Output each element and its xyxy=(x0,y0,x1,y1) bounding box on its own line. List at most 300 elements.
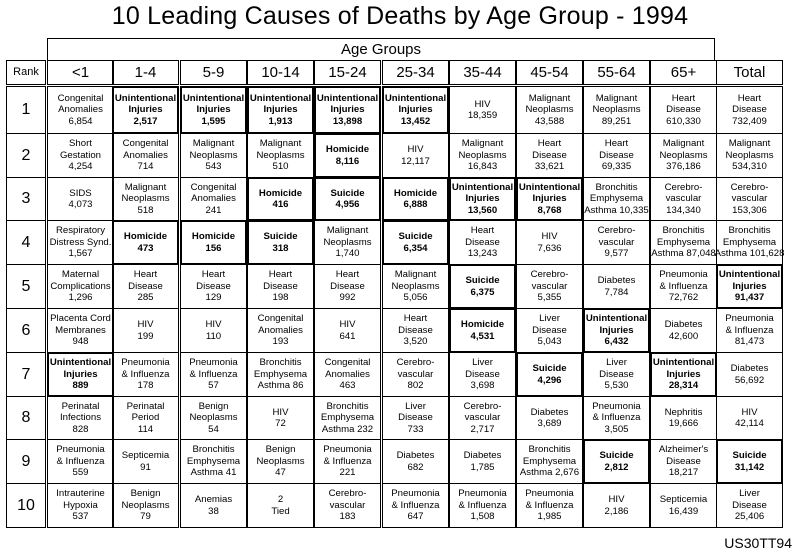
cell-line: Unintentional xyxy=(718,269,781,281)
rank-cell: 10 xyxy=(6,483,46,528)
table-cell xyxy=(112,133,179,178)
cell-line: Pneumonia xyxy=(121,357,170,369)
table-cell xyxy=(247,133,314,178)
cell-line: Pneumonia xyxy=(592,400,641,412)
cell-line: 534,310 xyxy=(732,161,767,173)
cell-line: Liver xyxy=(606,357,627,369)
cell-line: vascular xyxy=(665,193,702,205)
column-header: <1 xyxy=(47,60,114,85)
cell-line: Intrauterine xyxy=(56,488,105,500)
cell-line: 54 xyxy=(208,423,219,435)
cell-line: Bronchitis xyxy=(662,225,705,237)
table-cell xyxy=(583,396,650,440)
cell-line: Suicide xyxy=(532,363,567,374)
rank-header: Rank xyxy=(6,60,46,85)
cell-line: Malignant xyxy=(461,138,504,150)
cell-line: 992 xyxy=(339,292,356,304)
cell-line: 16,439 xyxy=(668,505,699,517)
cell-line: Unintentional xyxy=(518,181,581,193)
column-header: 45-54 xyxy=(516,60,583,85)
cell-line: HIV xyxy=(407,144,424,155)
table-cell xyxy=(583,177,650,221)
table-cell xyxy=(583,133,650,178)
table-cell xyxy=(314,220,381,265)
table-cell xyxy=(516,439,583,484)
cell-line: Disease xyxy=(732,104,767,116)
cell-line: Suicide xyxy=(263,231,298,242)
cell-line: Liver xyxy=(539,313,560,325)
cell-line: 376,186 xyxy=(666,161,701,173)
cell-line: 153,306 xyxy=(732,204,767,216)
cell-line: Suicide xyxy=(398,231,433,242)
table-cell xyxy=(314,308,381,353)
cell-line: 3,698 xyxy=(470,380,495,392)
cell-line: 518 xyxy=(137,204,154,216)
cell-line: Heart xyxy=(470,225,495,237)
cell-line: 510 xyxy=(272,161,289,173)
cell-line: Unintentional xyxy=(249,92,312,104)
table-cell xyxy=(247,177,314,221)
cell-line: Cerebro- xyxy=(664,181,703,193)
cell-line: 2 xyxy=(277,494,284,505)
table-cell xyxy=(382,177,449,221)
column-header: 35-44 xyxy=(449,60,516,85)
cell-line: Homicide xyxy=(258,187,303,199)
cell-line: 1,740 xyxy=(335,248,360,260)
column-header: 5-9 xyxy=(180,60,247,85)
cell-line: Unintentional xyxy=(585,313,648,325)
rank-cell: 3 xyxy=(6,177,46,221)
column-header: 65+ xyxy=(650,60,717,85)
cell-line: Complications xyxy=(50,280,111,292)
cell-line: 6,432 xyxy=(604,336,629,348)
cell-line: Benign xyxy=(130,488,161,500)
cell-line: & Influenza xyxy=(659,280,708,292)
cell-line: 559 xyxy=(72,467,89,479)
cell-line: 178 xyxy=(137,380,154,392)
cell-line: & Influenza xyxy=(323,455,372,467)
cell-line: 19,666 xyxy=(668,418,699,429)
cell-line: Disease xyxy=(532,324,567,336)
table-cell xyxy=(47,86,114,134)
cell-line: 948 xyxy=(72,336,89,348)
table-cell xyxy=(449,308,516,353)
cell-line: Disease xyxy=(599,149,634,161)
table-cell xyxy=(382,439,449,484)
cell-line: Alzheimer's xyxy=(658,444,709,456)
table-cell xyxy=(314,439,381,484)
cell-line: Diabetes xyxy=(730,363,769,374)
cell-line: 129 xyxy=(205,292,222,304)
cell-line: Anomalies xyxy=(258,324,303,336)
cell-line: Cerebro- xyxy=(463,400,502,412)
page-title: 10 Leading Causes of Deaths by Age Group - 1994 xyxy=(111,2,689,30)
column-header: Total xyxy=(716,60,783,85)
cell-line: 3,689 xyxy=(537,418,562,429)
cell-line: Unintentional xyxy=(49,357,112,369)
cell-line: Asthma 232 xyxy=(321,423,374,435)
rank-cell: 2 xyxy=(6,133,46,178)
table-cell xyxy=(382,352,449,397)
cell-line: 1,595 xyxy=(201,115,226,127)
cell-line: Anomalies xyxy=(191,193,236,205)
cell-line: Disease xyxy=(398,324,433,336)
table-cell xyxy=(180,133,247,178)
cell-line: 13,898 xyxy=(332,115,363,127)
cell-line: SIDS xyxy=(69,187,92,199)
cell-line: Benign xyxy=(198,400,229,412)
cell-line: Injuries xyxy=(196,104,231,116)
cell-line: & Influenza xyxy=(725,324,774,336)
cell-line: Homicide xyxy=(460,319,505,330)
cell-line: Asthma 86 xyxy=(257,380,304,392)
cell-line: Suicide xyxy=(732,450,767,461)
cell-line: Emphysema xyxy=(589,193,644,205)
cell-line: Homicide xyxy=(393,187,438,199)
cell-line: 889 xyxy=(72,380,89,392)
cell-line: Suicide xyxy=(330,187,365,199)
cell-line: Cerebro- xyxy=(328,488,367,500)
cell-line: Liver xyxy=(472,357,493,369)
cell-line: Liver xyxy=(739,488,760,500)
cell-line: 91 xyxy=(140,461,151,473)
cell-line: Injuries xyxy=(330,104,365,116)
cell-line: Diabetes xyxy=(396,450,435,461)
table-cell xyxy=(449,483,516,528)
cell-line: Cerebro- xyxy=(597,225,636,237)
table-cell xyxy=(314,177,381,221)
table-cell xyxy=(716,133,783,178)
cell-line: & Influenza xyxy=(121,368,170,380)
age-groups-header: Age Groups xyxy=(47,38,715,60)
cell-line: 110 xyxy=(205,330,222,342)
cell-line: 416 xyxy=(272,199,289,210)
table-cell xyxy=(314,264,381,309)
rank-cell: 5 xyxy=(6,264,46,309)
cell-line: Injuries xyxy=(63,368,98,380)
cell-line: Pneumonia xyxy=(659,269,708,281)
table-cell xyxy=(112,439,179,484)
cell-line: vascular xyxy=(397,368,434,380)
cell-line: 57 xyxy=(208,380,219,392)
table-cell xyxy=(382,308,449,353)
table-cell xyxy=(449,396,516,440)
cell-line: Unintentional xyxy=(384,92,447,104)
cell-line: Diabetes xyxy=(597,275,636,286)
table-cell xyxy=(516,86,583,134)
table-cell xyxy=(516,396,583,440)
cell-line: 31,142 xyxy=(734,461,765,473)
cell-line: Anemias xyxy=(194,494,233,505)
table-cell xyxy=(716,177,783,221)
cell-line: Bronchitis xyxy=(192,444,235,456)
cell-line: Pneumonia xyxy=(323,444,372,456)
column-header: 10-14 xyxy=(247,60,314,85)
cell-line: Disease xyxy=(465,368,500,380)
cell-line: Neoplasms xyxy=(256,455,305,467)
cell-line: Asthma 41 xyxy=(190,467,237,479)
cell-line: Injuries xyxy=(666,368,701,380)
cell-line: Bronchitis xyxy=(528,444,571,456)
cell-line: Neoplasms xyxy=(121,499,170,511)
cell-line: Asthma 2,676 xyxy=(519,467,580,479)
cell-line: 3,520 xyxy=(403,336,428,348)
cell-line: 183 xyxy=(339,511,356,523)
cell-line: Disease xyxy=(465,236,500,248)
table-cell xyxy=(247,352,314,397)
table-cell xyxy=(180,439,247,484)
cell-line: 12,117 xyxy=(401,155,430,167)
cell-line: Gestation xyxy=(59,149,102,161)
cell-line: 5,530 xyxy=(604,380,629,392)
cell-line: 91,437 xyxy=(734,292,765,304)
cell-line: 25,406 xyxy=(734,511,765,523)
cell-line: Neoplasms xyxy=(725,149,774,161)
cell-line: Cerebro- xyxy=(396,357,435,369)
cell-line: Neoplasms xyxy=(189,412,238,424)
cell-line: 198 xyxy=(272,292,289,304)
table-cell xyxy=(382,133,449,178)
cell-line: 13,243 xyxy=(467,248,498,260)
table-cell xyxy=(314,352,381,397)
cell-line: 199 xyxy=(137,330,154,342)
cell-line: 33,621 xyxy=(534,161,565,173)
cell-line: Heart xyxy=(133,269,158,281)
cell-line: 1,296 xyxy=(68,292,93,304)
table-cell xyxy=(247,86,314,134)
table-cell xyxy=(583,483,650,528)
cell-line: Neoplasms xyxy=(458,149,507,161)
table-cell xyxy=(247,220,314,265)
table-cell xyxy=(47,264,114,309)
cell-line: Heart xyxy=(335,269,360,281)
cell-line: 714 xyxy=(137,161,154,173)
cell-line: 89,251 xyxy=(601,115,632,127)
cell-line: Diabetes xyxy=(530,406,569,418)
table-cell xyxy=(716,352,783,397)
cell-line: Suicide xyxy=(599,450,634,461)
cell-line: & Influenza xyxy=(56,455,105,467)
table-cell xyxy=(650,177,717,221)
table-cell xyxy=(516,483,583,528)
cell-line: 16,843 xyxy=(467,161,498,173)
cell-line: 7,636 xyxy=(537,242,562,254)
table-cell xyxy=(716,220,783,265)
table-cell xyxy=(180,177,247,221)
table-cell xyxy=(650,439,717,484)
cell-line: Bronchitis xyxy=(728,225,771,237)
table-cell xyxy=(716,483,783,528)
cell-line: Pneumonia xyxy=(525,488,574,500)
table-cell xyxy=(516,352,583,397)
cell-line: Hypoxia xyxy=(63,499,98,511)
table-cell xyxy=(516,177,583,221)
cell-line: Placenta Cord xyxy=(50,313,111,325)
cell-line: Injuries xyxy=(732,280,767,292)
cell-line: 732,409 xyxy=(732,115,767,127)
cell-line: 8,768 xyxy=(537,204,562,216)
table-cell xyxy=(650,86,717,134)
cell-line: 81,473 xyxy=(734,336,765,348)
cell-line: Injuries xyxy=(128,104,163,116)
table-cell xyxy=(449,220,516,265)
table-cell xyxy=(112,483,179,528)
table-cell xyxy=(314,483,381,528)
table-cell xyxy=(247,396,314,440)
cell-line: Respiratory xyxy=(55,225,106,237)
cell-line: 473 xyxy=(137,242,154,254)
cell-line: 9,577 xyxy=(604,248,629,260)
cell-line: Disease xyxy=(398,412,433,424)
cell-line: 1,508 xyxy=(470,511,495,523)
cell-line: HIV xyxy=(137,319,154,330)
table-cell xyxy=(47,133,114,178)
cell-line: 42,600 xyxy=(668,330,699,342)
cell-line: vascular xyxy=(598,236,635,248)
cell-line: vascular xyxy=(464,412,501,424)
cell-line: Neoplasms xyxy=(391,280,440,292)
cell-line: Pneumonia xyxy=(56,444,105,456)
rank-cell: 4 xyxy=(6,220,46,265)
cell-line: 79 xyxy=(140,511,151,523)
cell-line: Suicide xyxy=(465,275,500,286)
table-cell xyxy=(247,308,314,353)
table-cell xyxy=(180,308,247,353)
cell-line: 4,956 xyxy=(335,199,360,210)
cell-line: Maternal xyxy=(61,269,100,281)
table-cell xyxy=(449,133,516,178)
cell-line: Congenital xyxy=(324,357,371,369)
cell-line: 4,254 xyxy=(68,161,93,173)
cell-line: 241 xyxy=(205,204,222,216)
table-cell xyxy=(382,220,449,265)
cell-line: Injuries xyxy=(599,324,634,336)
cell-line: 1,985 xyxy=(537,511,562,523)
cell-line: Cerebro- xyxy=(730,181,769,193)
cell-line: 318 xyxy=(272,242,289,254)
table-cell xyxy=(180,352,247,397)
table-cell xyxy=(382,86,449,134)
rank-cell: 9 xyxy=(6,439,46,484)
cell-line: 2,517 xyxy=(133,115,158,127)
table-cell xyxy=(112,86,179,134)
cell-line: 5,355 xyxy=(537,292,562,304)
cell-line: Septicemia xyxy=(121,450,170,461)
table-cell xyxy=(650,220,717,265)
table-cell xyxy=(516,133,583,178)
cell-line: Period xyxy=(131,412,160,424)
cell-line: Malignant xyxy=(124,181,167,193)
cell-line: 42,114 xyxy=(735,418,764,429)
cell-line: 641 xyxy=(339,330,356,342)
cell-line: Neoplasms xyxy=(121,193,170,205)
rank-cell: 8 xyxy=(6,396,46,440)
table-cell xyxy=(247,439,314,484)
cell-line: Emphysema xyxy=(186,455,241,467)
table-cell xyxy=(516,264,583,309)
cell-line: & Influenza xyxy=(391,499,440,511)
cell-line: HIV xyxy=(272,406,289,418)
table-cell xyxy=(650,308,717,353)
cell-line: 5,043 xyxy=(537,336,562,348)
cell-line: 69,335 xyxy=(601,161,632,173)
cell-line: 18,217 xyxy=(668,467,699,479)
cell-line: Emphysema xyxy=(722,236,777,248)
cell-line: Disease xyxy=(532,149,567,161)
cell-line: Bronchitis xyxy=(326,400,369,412)
table-cell xyxy=(112,220,179,265)
cell-line: Diabetes xyxy=(664,319,703,330)
cell-line: Congenital xyxy=(190,181,237,193)
cell-line: Tied xyxy=(271,505,290,517)
cell-line: Malignant xyxy=(259,138,302,150)
cell-line: Disease xyxy=(263,280,298,292)
cell-line: Heart xyxy=(268,269,293,281)
table-cell xyxy=(47,439,114,484)
cell-line: Congenital xyxy=(57,92,104,104)
cell-line: Disease xyxy=(330,280,365,292)
cell-line: 4,531 xyxy=(470,330,495,342)
cell-line: 6,888 xyxy=(403,199,428,210)
cell-line: HIV xyxy=(474,98,491,110)
table-cell xyxy=(112,264,179,309)
cell-line: Neoplasms xyxy=(256,149,305,161)
cell-line: Disease xyxy=(666,455,701,467)
table-cell xyxy=(449,264,516,309)
table-cell xyxy=(112,396,179,440)
cell-line: 537 xyxy=(72,511,89,523)
cell-line: Asthma 10,335 xyxy=(584,204,649,216)
cell-line: 802 xyxy=(407,380,424,392)
table-cell xyxy=(650,264,717,309)
table-cell xyxy=(47,352,114,397)
cell-line: Short xyxy=(69,138,92,150)
cell-line: Injuries xyxy=(398,104,433,116)
cell-line: & Influenza xyxy=(592,412,641,424)
cell-line: Heart xyxy=(201,269,226,281)
rank-cell: 1 xyxy=(6,86,46,134)
cell-line: Homicide xyxy=(123,231,168,242)
cell-line: 2,812 xyxy=(604,461,629,473)
cell-line: Homicide xyxy=(191,231,236,242)
cell-line: Injuries xyxy=(263,104,298,116)
cell-line: HIV xyxy=(339,319,356,330)
table-cell xyxy=(180,264,247,309)
table-cell xyxy=(516,308,583,353)
cell-line: Bronchitis xyxy=(259,357,302,369)
cell-line: 3,505 xyxy=(604,423,629,435)
cell-line: Infections xyxy=(59,412,102,424)
cell-line: Perinatal xyxy=(126,400,165,412)
cell-line: vascular xyxy=(329,499,366,511)
cell-line: Pneumonia xyxy=(725,313,774,325)
cell-line: 134,340 xyxy=(666,204,701,216)
cell-line: Heart xyxy=(537,138,562,150)
cell-line: Membranes xyxy=(55,324,106,336)
table-cell xyxy=(716,86,783,134)
cell-line: Unintentional xyxy=(182,92,245,104)
cell-line: Congenital xyxy=(257,313,304,325)
table-cell xyxy=(449,86,516,134)
cell-line: Pneumonia xyxy=(391,488,440,500)
table-cell xyxy=(382,483,449,528)
column-header: 1-4 xyxy=(112,60,179,85)
cell-line: Unintentional xyxy=(114,92,177,104)
document-code: US30TT94 xyxy=(724,535,792,551)
cell-line: 4,296 xyxy=(537,374,562,386)
column-header: 15-24 xyxy=(314,60,381,85)
table-cell xyxy=(583,220,650,265)
